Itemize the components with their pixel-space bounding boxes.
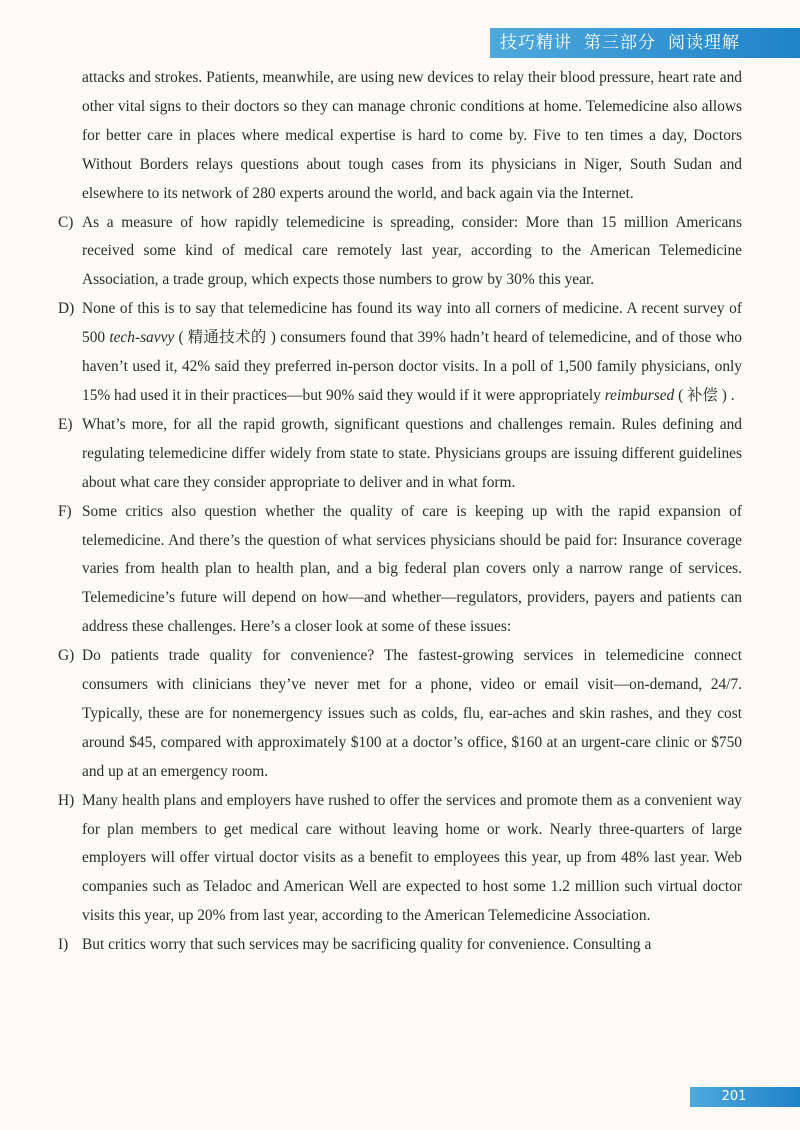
paragraph-f: [58, 498, 742, 643]
italic-term: reimbursed: [604, 386, 675, 404]
paragraph-label: D): [58, 300, 75, 318]
header-section-2: 第三部分: [584, 33, 656, 53]
header-section-3: 阅读理解: [668, 33, 740, 53]
page-number: 201: [721, 1089, 747, 1104]
paragraph-text: ( 精通技术的 ) consumers found that 39% hadn’t heard of telemedicine, and of those who haven’t used it, 42% said they preferred in-person doctor visits. In a poll of 1,500 family physicians, only 15% had used it in their practices—but 90% said they would if it were appropriately: [82, 329, 743, 404]
paragraph-label: I): [58, 936, 69, 954]
paragraph-text: But critics worry that such services may be sacrificing quality for convenience. Consulting a: [82, 936, 652, 954]
paragraph-label: H): [58, 791, 75, 809]
paragraph-g: [58, 642, 742, 787]
paragraph-text: What’s more, for all the rapid growth, significant questions and challenges remain. Rules defining and regulating telemedicine differ widely from state to state. Physicians groups are issuing different guidelines about what care they consider appropriate to deliver and in what form.: [82, 415, 742, 491]
paragraph-text: As a measure of how rapidly telemedicine is spreading, consider: More than 15 million Americans received some kind of medical care remotely last year, according to the American Telemedicine Association, a trade group, which expects those numbers to grow by 30% this year.: [82, 213, 742, 289]
italic-term: tech-savvy: [109, 329, 175, 347]
paragraph-h: [58, 787, 742, 932]
running-header: [500, 28, 800, 58]
paragraph-text: None of this is to say that telemedicine has found its way into all corners of medicine. A recent survey of 500: [82, 300, 742, 347]
paragraph-e: [58, 411, 742, 498]
article-body: [58, 64, 742, 960]
paragraph-text: Many health plans and employers have rushed to offer the services and promote them as a convenient way for plan members to get medical care without leaving home or work. Nearly three-quarters of large employers will offer virtual doctor visits as a benefit to employees this year, up from 48% last year. Web companies such as Teladoc and American Well are expected to host some 1.2 million such virtual doctor visits this year, up 20% from last year, according to the American Telemedicine Association.: [82, 791, 742, 925]
paragraph-label: E): [58, 415, 73, 433]
header-section-1: 技巧精讲: [500, 33, 572, 53]
paragraph-label: C): [58, 213, 74, 231]
paragraph-d: [58, 295, 742, 411]
paragraph-text: ( 补偿 ) .: [674, 386, 735, 404]
paragraph-b-continued: attacks and strokes. Patients, meanwhile, are using new devices to relay their blood pressure, heart rate and other vital signs to their doctors so they can manage chronic conditions at home. Telemedicine also allows for better care in places where medical expertise is hard to come by. Five to ten times a day, Doctors Without Borders relays questions about tough cases from its physicians in Niger, South Sudan and elsewhere to its network of 280 experts around the world, and back again via the Internet.: [82, 69, 742, 202]
paragraph-c: [58, 209, 742, 296]
paragraph-i: [58, 931, 742, 960]
paragraph-label: F): [58, 502, 72, 520]
paragraph-label: G): [58, 647, 75, 665]
paragraph-text: Some critics also question whether the quality of care is keeping up with the rapid expansion of telemedicine. And there’s the question of what services physicians should be paid for: Insurance coverage varies from health plan to health plan, and a big federal plan covers only a narrow range of services. Telemedicine’s future will depend on how—and whether—regulators, providers, payers and patients can address these challenges. Here’s a closer look at some of these issues:: [82, 502, 742, 636]
paragraph-text: Do patients trade quality for convenience? The fastest-growing services in telemedicine connect consumers with clinicians they’ve never met for a phone, video or email visit—on-demand, 24/7. Typically, these are for nonemergency issues such as colds, flu, ear-aches and skin rashes, and they cost around $45, compared with approximately $100 at a doctor’s office, $160 at an urgent-care clinic or $750 and up at an emergency room.: [82, 647, 742, 780]
